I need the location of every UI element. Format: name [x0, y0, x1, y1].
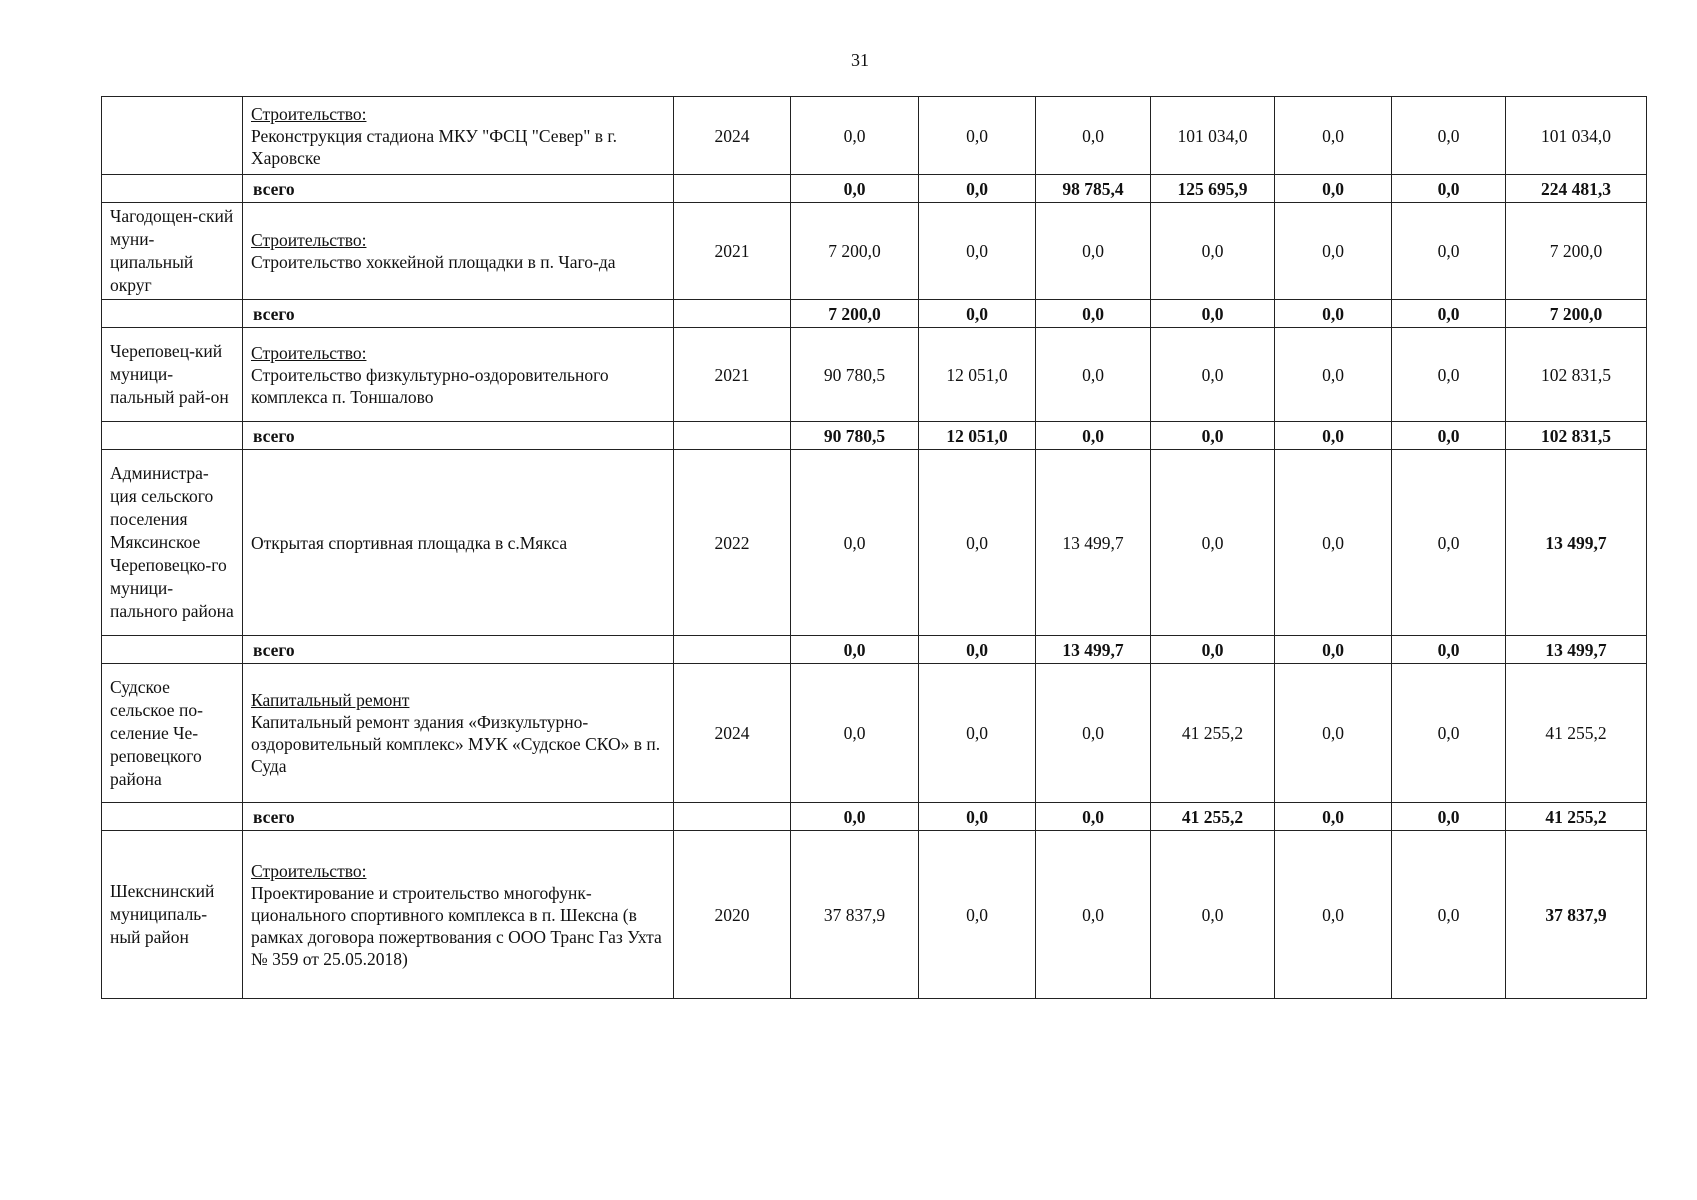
funding-table [101, 96, 1647, 999]
region-cell [102, 803, 243, 831]
project-description-cell [243, 203, 674, 300]
year-cell: 2020 [674, 831, 791, 999]
subtotal-value: 0,0 [1036, 803, 1151, 831]
value-cell: 0,0 [791, 450, 919, 636]
value-cell: 0,0 [1392, 203, 1506, 300]
region-cell: Судское сельское по-селение Че-реповецкого района [102, 664, 243, 803]
value-cell: 0,0 [1275, 97, 1392, 175]
table-row [102, 328, 1647, 422]
table-row [102, 831, 1647, 999]
year-cell: 2024 [674, 97, 791, 175]
row-total-cell: 41 255,2 [1506, 664, 1647, 803]
value-cell: 0,0 [1392, 831, 1506, 999]
subtotal-value: 224 481,3 [1506, 175, 1647, 203]
subtotal-value: 41 255,2 [1151, 803, 1275, 831]
subtotal-value: 0,0 [1275, 636, 1392, 664]
region-cell [102, 175, 243, 203]
work-type-label: Строительство: [251, 230, 367, 250]
value-cell: 0,0 [1151, 203, 1275, 300]
subtotal-value: 7 200,0 [1506, 300, 1647, 328]
subtotal-label: всего [243, 803, 674, 831]
subtotal-value: 13 499,7 [1036, 636, 1151, 664]
region-cell: Шекснинский муниципаль-ный район [102, 831, 243, 999]
subtotal-value: 0,0 [1151, 422, 1275, 450]
subtotal-value: 90 780,5 [791, 422, 919, 450]
region-cell [102, 300, 243, 328]
subtotal-value: 12 051,0 [919, 422, 1036, 450]
region-cell: Череповец-кий муници-пальный рай-он [102, 328, 243, 422]
subtotal-value: 0,0 [1275, 422, 1392, 450]
subtotal-value: 0,0 [1275, 300, 1392, 328]
value-cell: 0,0 [919, 831, 1036, 999]
page-number: 31 [851, 50, 869, 70]
subtotal-value: 0,0 [919, 300, 1036, 328]
subtotal-value: 0,0 [1036, 422, 1151, 450]
value-cell: 0,0 [791, 97, 919, 175]
subtotal-value: 0,0 [1392, 636, 1506, 664]
value-cell: 0,0 [1392, 450, 1506, 636]
region-cell: Администра-ция сельского поселения Мяксинское Череповецко-го муници-пального района [102, 450, 243, 636]
table-row [102, 97, 1647, 175]
project-title: Реконструкция стадиона МКУ "ФСЦ "Север" в г. Харовске [251, 125, 617, 168]
value-cell: 0,0 [1151, 450, 1275, 636]
subtotal-value: 125 695,9 [1151, 175, 1275, 203]
value-cell: 0,0 [919, 664, 1036, 803]
project-description-cell [243, 450, 674, 636]
subtotal-value: 0,0 [791, 636, 919, 664]
subtotal-label: всего [243, 422, 674, 450]
value-cell: 0,0 [1392, 97, 1506, 175]
value-cell: 0,0 [1036, 831, 1151, 999]
subtotal-label: всего [243, 300, 674, 328]
value-cell: 13 499,7 [1036, 450, 1151, 636]
row-total-cell: 102 831,5 [1506, 328, 1647, 422]
row-total-cell: 7 200,0 [1506, 203, 1647, 300]
value-cell: 0,0 [919, 450, 1036, 636]
value-cell: 7 200,0 [791, 203, 919, 300]
subtotal-row [102, 175, 1647, 203]
subtotal-value: 98 785,4 [1036, 175, 1151, 203]
value-cell: 0,0 [791, 664, 919, 803]
project-title: Открытая спортивная площадка в с.Мякса [251, 532, 568, 553]
subtotal-value: 0,0 [919, 636, 1036, 664]
subtotal-value: 0,0 [1151, 300, 1275, 328]
subtotal-value: 102 831,5 [1506, 422, 1647, 450]
subtotal-value: 0,0 [919, 175, 1036, 203]
work-type-label: Строительство: [251, 860, 367, 881]
project-title: Строительство физкультурно-оздоровительного комплекса п. Тоншалово [251, 364, 609, 407]
table-row [102, 664, 1647, 803]
value-cell: 0,0 [1036, 203, 1151, 300]
subtotal-value: 0,0 [1036, 300, 1151, 328]
subtotal-value: 13 499,7 [1506, 636, 1647, 664]
subtotal-value: 0,0 [1392, 300, 1506, 328]
year-cell [674, 636, 791, 664]
year-cell: 2022 [674, 450, 791, 636]
value-cell: 0,0 [1275, 450, 1392, 636]
project-description-cell [243, 97, 674, 175]
table-row [102, 450, 1647, 636]
subtotal-value: 0,0 [1151, 636, 1275, 664]
table-row [102, 203, 1647, 300]
value-cell: 0,0 [1275, 203, 1392, 300]
region-cell [102, 422, 243, 450]
year-cell [674, 300, 791, 328]
subtotal-value: 41 255,2 [1506, 803, 1647, 831]
year-cell: 2021 [674, 328, 791, 422]
year-cell [674, 422, 791, 450]
subtotal-value: 0,0 [1275, 175, 1392, 203]
work-type-label: Строительство: [251, 342, 367, 363]
year-cell: 2021 [674, 203, 791, 300]
row-total-cell: 13 499,7 [1506, 450, 1647, 636]
work-type-label: Капитальный ремонт [251, 690, 410, 710]
subtotal-label: всего [243, 175, 674, 203]
value-cell: 0,0 [1275, 831, 1392, 999]
value-cell: 0,0 [1036, 97, 1151, 175]
subtotal-value: 0,0 [791, 175, 919, 203]
subtotal-value: 7 200,0 [791, 300, 919, 328]
project-description-cell [243, 664, 674, 803]
subtotal-row [102, 636, 1647, 664]
work-type-label: Строительство: [251, 103, 367, 124]
project-description-cell [243, 328, 674, 422]
project-title: Строительство хоккейной площадки в п. Чаго-да [251, 252, 616, 272]
value-cell: 0,0 [1275, 664, 1392, 803]
year-cell: 2024 [674, 664, 791, 803]
subtotal-label: всего [243, 636, 674, 664]
value-cell: 0,0 [1392, 664, 1506, 803]
value-cell: 0,0 [919, 203, 1036, 300]
region-cell: Чагодощен-ский муни-ципальный округ [102, 203, 243, 300]
subtotal-row [102, 803, 1647, 831]
value-cell: 0,0 [1151, 328, 1275, 422]
project-description-cell [243, 831, 674, 999]
subtotal-value: 0,0 [1392, 803, 1506, 831]
subtotal-row [102, 300, 1647, 328]
project-title: Капитальный ремонт здания «Физкультурно-оздоровительный комплекс» МУК «Судское СКО» в п. Суда [251, 712, 661, 776]
region-cell [102, 97, 243, 175]
value-cell: 0,0 [919, 97, 1036, 175]
value-cell: 0,0 [1151, 831, 1275, 999]
year-cell [674, 175, 791, 203]
subtotal-value: 0,0 [791, 803, 919, 831]
value-cell: 0,0 [1392, 328, 1506, 422]
subtotal-value: 0,0 [919, 803, 1036, 831]
value-cell: 101 034,0 [1151, 97, 1275, 175]
row-total-cell: 37 837,9 [1506, 831, 1647, 999]
subtotal-value: 0,0 [1275, 803, 1392, 831]
region-cell [102, 636, 243, 664]
year-cell [674, 803, 791, 831]
value-cell: 0,0 [1036, 664, 1151, 803]
value-cell: 41 255,2 [1151, 664, 1275, 803]
subtotal-value: 0,0 [1392, 175, 1506, 203]
project-title: Проектирование и строительство многофунк-ционального спортивного комплекса в п. Шексна (в рамках договора пожертвования с ООО Транс Газ Ухта № 359 от 25.05.2018) [251, 882, 662, 969]
value-cell: 12 051,0 [919, 328, 1036, 422]
value-cell: 37 837,9 [791, 831, 919, 999]
value-cell: 0,0 [1036, 328, 1151, 422]
subtotal-value: 0,0 [1392, 422, 1506, 450]
row-total-cell: 101 034,0 [1506, 97, 1647, 175]
value-cell: 90 780,5 [791, 328, 919, 422]
subtotal-row [102, 422, 1647, 450]
value-cell: 0,0 [1275, 328, 1392, 422]
